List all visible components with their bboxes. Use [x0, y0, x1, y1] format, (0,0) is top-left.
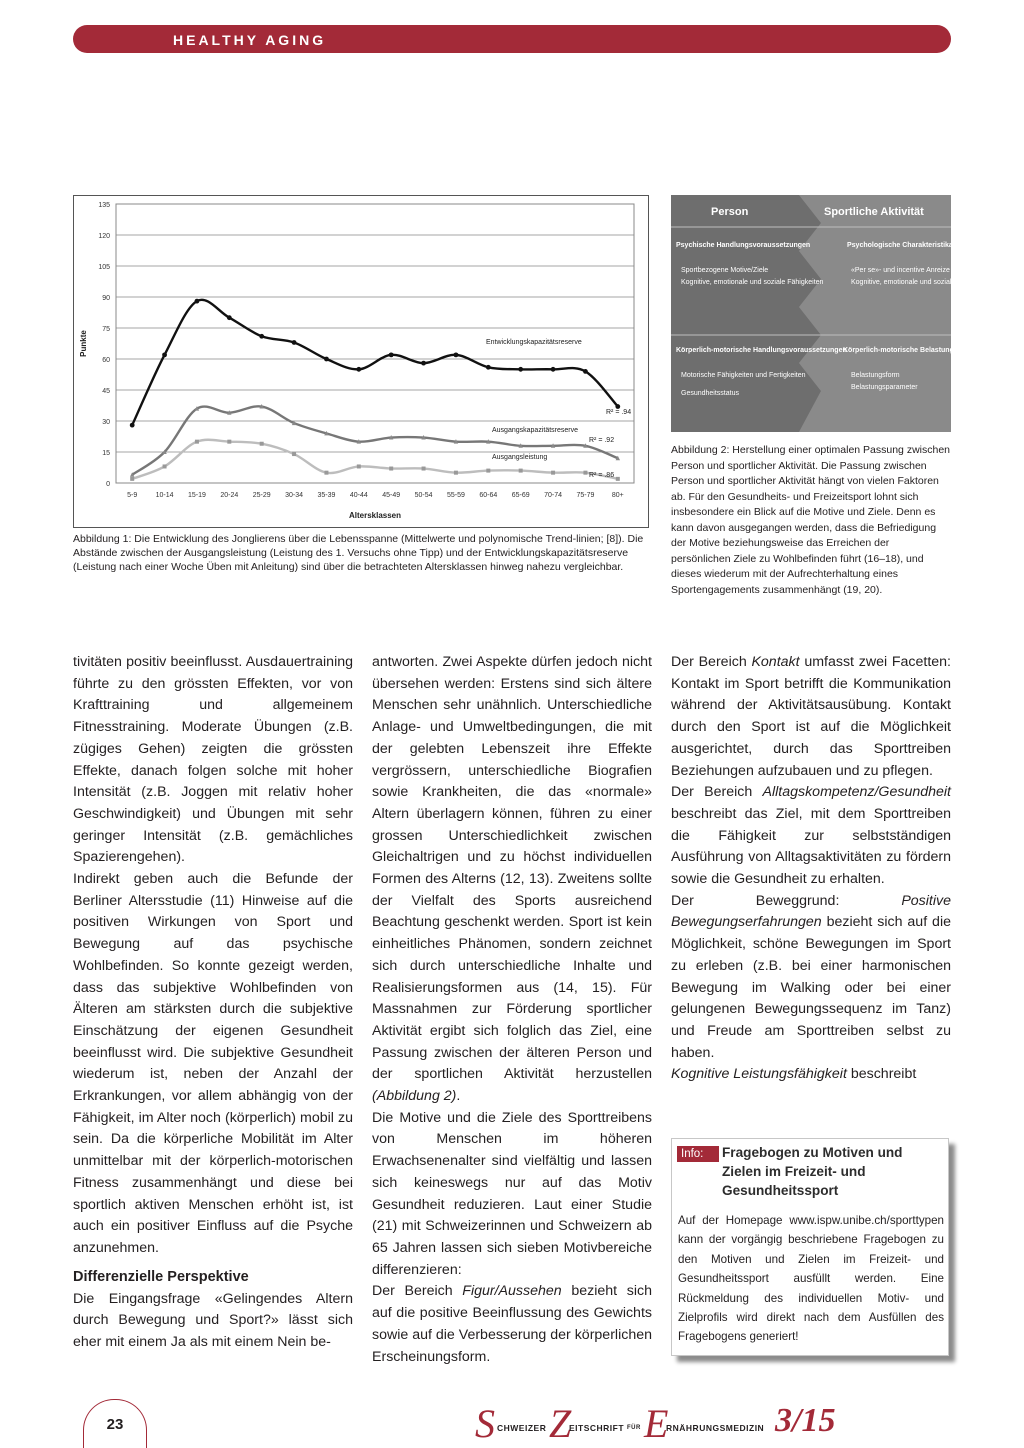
line-chart — [74, 196, 650, 529]
figure-1-chart — [73, 195, 649, 528]
series-label: Ausgangsleistung — [492, 454, 548, 461]
left-top-item: Sportbezogene Motive/Ziele — [681, 267, 769, 274]
left-title: Person — [711, 206, 749, 218]
info-tag: Info: — [677, 1146, 719, 1162]
paragraph: Die Motive und die Ziele des Sporttreibens von Menschen im höheren Erwachsenenalter sind vielfältig und lassen sich keineswegs nur auf das Motiv Gesundheit reduzieren. Laut einer Studie (21) mit Schweizerinnen und Schweizern ab 65 Jahren lassen sich sieben Motivbereiche differenzieren: — [372, 1109, 652, 1278]
activity-panel — [799, 195, 951, 432]
paragraph: tivitäten positiv beeinflusst. Ausdauertraining führte zu den grössten Effekten, vor von Krafttraining und allgemeinem Fitnesstraining. Moderate Übungen (z.B. zügiges Gehen) zeigten die grössten Effekte, danach folgen solche mit hoher Intensität (z.B. Joggen mit relativ hoher Geschwindigkeit) und Übungen mit sehr geringer Intensität (z.B. gemächliches Spazierengehen). — [73, 654, 353, 866]
x-tick-label: 15-19 — [187, 492, 206, 499]
right-title: Sportliche Aktivität — [824, 206, 924, 218]
journal-word: RNÄHRUNGSMEDIZIN — [666, 1423, 765, 1433]
journal-letter-e: E — [644, 1401, 669, 1446]
text-column-1 — [73, 652, 353, 1354]
r-squared-label: R² = .92 — [589, 437, 615, 444]
data-point — [583, 471, 587, 475]
paragraph: Kognitive Leistungsfähigkeit beschreibt — [671, 1066, 917, 1083]
header-title: HEALTHY AGING — [173, 32, 327, 48]
right-top-item: Kognitive, emotionale und soziale Anforderungen — [851, 279, 1004, 286]
data-point — [422, 467, 426, 471]
left-bottom-item: Gesundheitsstatus — [681, 390, 739, 397]
r-squared-label: R² = .94 — [606, 409, 632, 416]
x-tick-label: 75-79 — [576, 492, 595, 499]
data-point — [130, 423, 135, 428]
y-tick-label: 75 — [102, 326, 110, 333]
data-point — [454, 471, 458, 475]
figure-2-diagram — [671, 195, 1004, 432]
data-point — [389, 352, 394, 357]
data-point — [486, 469, 490, 473]
x-tick-label: 60-64 — [479, 492, 498, 499]
journal-title — [475, 1400, 955, 1446]
data-point — [292, 340, 297, 345]
left-bottom-item: Motorische Fähigkeiten und Fertigkeiten — [681, 372, 806, 379]
left-top-item: Kognitive, emotionale und soziale Fähigkeiten — [681, 279, 824, 286]
y-tick-label: 30 — [102, 419, 110, 426]
data-point — [389, 467, 393, 471]
paragraph: Indirekt geben auch die Befunde der Berliner Altersstudie (11) Hinweise auf die positiven Wirkungen von Sport und Bewegung auf das psychische Wohlbefinden. So konnte gezeigt werden, dass das subjektive Wohlbefinden von Älteren am stärksten durch die subjektive Einschätzung der eigenen Gesundheit beeinflusst wird. Die subjektive Gesundheit wiederum ist, neben der Anzahl der Erkrankungen, vor allem abhängig von der Fähigkeit, im Alter noch (körperlich) mobil zu sein. Da die körperliche Mobilität im Alter unmittelbar mit der körperlich-motorischen Fitness zusammenhängt und diese bei sportlich aktiven Menschen erhöht ist, ist auch ein positiver Einfluss auf die Psyche anzunehmen. — [73, 871, 353, 1256]
info-text: Auf der Homepage www.ispw.unibe.ch/sporttypen kann der vorgängig beschriebene Fragebogen zu den Motiven und Zielen im Freizeit- und Gesundheitssport ausfüllt werden. Eine Rückmeldung des individuellen Motiv- und Zielprofils wird direkt nach dem Ausfüllen des Fragebogens generiert! — [678, 1214, 944, 1344]
x-tick-label: 25-29 — [252, 492, 271, 499]
data-point — [130, 477, 134, 481]
data-point — [195, 440, 199, 444]
data-point — [324, 357, 329, 362]
x-tick-label: 45-49 — [382, 492, 401, 499]
x-tick-label: 20-24 — [220, 492, 239, 499]
journal-letter-z: Z — [549, 1401, 572, 1446]
x-tick-label: 65-69 — [511, 492, 530, 499]
journal-letter-s: S — [475, 1401, 495, 1446]
y-tick-label: 0 — [106, 481, 110, 488]
right-bottom-item: Belastungsform — [851, 372, 900, 379]
right-bottom-item: Belastungsparameter — [851, 384, 918, 391]
data-point — [356, 367, 361, 372]
x-axis-label: Altersklassen — [348, 511, 402, 520]
x-tick-label: 50-54 — [414, 492, 433, 499]
header-bar — [73, 25, 951, 53]
data-point — [260, 442, 264, 446]
issue-number: 3/15 — [775, 1402, 836, 1439]
x-tick-label: 70-74 — [544, 492, 563, 499]
y-axis-label: Punkte — [79, 330, 88, 357]
right-bottom-heading: Körperlich-motorische Belastung — [843, 347, 954, 354]
paragraph: Der Beweggrund: Positive Bewegungserfahrungen bezieht sich auf die Möglichkeit, schöne Bewegungen im Sport zu erleben (z.B. bei einer harmonischen Bewegung im Walking oder bei einer gelungenen Bewegungssequenz im Tanz) und Freude am Sporttreiben selbst zu haben. — [671, 892, 951, 1061]
data-point — [227, 440, 231, 444]
data-point — [324, 471, 328, 475]
y-tick-label: 135 — [98, 202, 110, 209]
right-top-heading: Psychologische Charakteristika — [847, 242, 953, 249]
y-tick-label: 15 — [102, 450, 110, 457]
data-point — [227, 315, 232, 320]
data-point — [616, 477, 620, 481]
y-tick-label: 120 — [98, 233, 110, 240]
section-heading: Differenzielle Perspektive — [73, 1268, 249, 1285]
y-tick-label: 45 — [102, 388, 110, 395]
series-label: Entwicklungskapazitätsreserve — [486, 339, 582, 346]
page-number-badge — [83, 1399, 147, 1448]
x-tick-label: 30-34 — [285, 492, 304, 499]
y-tick-label: 60 — [102, 357, 110, 364]
x-tick-label: 10-14 — [155, 492, 174, 499]
journal-word: EITSCHRIFT — [569, 1423, 625, 1433]
figure-1-caption: Abbildung 1: Die Entwicklung des Jonglierens über die Lebensspanne (Mittelwerte und polynomische Trend-linien; [8]). Die Abstände zwischen der Ausgangsleistung (Leistung des 1. Versuchs ohne Tipp) und der Entwicklungskapazitätsreserve (Leistung nach einer Woche Üben mit Anleitung) sind über die betrachteten Altersklassen hinweg nahezu vergleichbar. — [73, 533, 644, 573]
paragraph: Die Eingangsfrage «Gelingendes Altern durch Bewegung und Sport?» lässt sich eher mit einem Ja als mit einem Nein be- — [73, 1290, 353, 1351]
left-bottom-heading: Körperlich-motorische Handlungsvoraussetzungen — [676, 347, 847, 354]
data-point — [162, 352, 167, 357]
journal-word: FÜR — [627, 1425, 641, 1431]
data-point — [454, 352, 459, 357]
data-point — [519, 469, 523, 473]
y-tick-label: 90 — [102, 295, 110, 302]
text-column-3 — [671, 652, 951, 1086]
data-point — [259, 334, 264, 339]
data-point — [486, 365, 491, 370]
data-point — [518, 367, 523, 372]
x-tick-label: 40-44 — [349, 492, 368, 499]
person-activity-diagram — [671, 195, 1004, 432]
data-point — [551, 367, 556, 372]
text-column-2 — [372, 652, 652, 1368]
paragraph: antworten. Zwei Aspekte dürfen jedoch nicht übersehen werden: Erstens sind sich ältere Menschen sehr unähnlich. Unterschiedliche Anlage- und Umweltbedingungen, die mit der gelebten Lebenszeit ihre Effekte vergrössern, unterschiedliche Biografien sowie Krankheiten, die das «normale» Altern überlagern können, führen zu einer grossen Unterschiedlichkeit zwischen Gleichaltrigen und zu höchst individuellen Formen des Alterns (12, 13). Zweitens sollte der Vielfalt des Sports ausreichend Beachtung geschenkt werden. Sport ist kein einheitliches Phänomen, sondern zeichnet sich durch unterschiedliche Inhalte und Realisierungsformen aus (14, 15). Für Massnahmen zur Förderung sportlicher Aktivität ergibt sich folglich das Ziel, eine Passung zwischen der älteren Person und der sportlichen Aktivität herzustellen (Abbildung 2). — [372, 654, 652, 1105]
data-point — [292, 452, 296, 456]
right-top-item: «Per se»- und incentive Anreize — [851, 267, 950, 274]
left-top-heading: Psychische Handlungsvoraussetzungen — [676, 242, 811, 249]
data-point — [163, 464, 167, 468]
series-label: Ausgangskapazitätsreserve — [492, 427, 578, 434]
x-tick-label: 35-39 — [317, 492, 336, 499]
paragraph: Der Bereich Figur/Aussehen bezieht sich auf die positive Beeinflussung des Gewichts sowie auf die Verbesserung der körperlichen Erscheinungsform. — [372, 1283, 652, 1365]
info-title: Fragebogen zu Motiven und Zielen im Freizeit- und Gesundheitssport — [722, 1145, 903, 1198]
info-box — [671, 1138, 949, 1356]
paragraph: Der Bereich Kontakt umfasst zwei Facetten: Kontakt im Sport betrifft die Kommunikation während der Aktivitätsausübung. Kontakt durch den Sport ist auf die Möglichkeit ausgerichtet, durch das Sporttreiben Beziehungen aufzubauen und zu pflegen. — [671, 654, 951, 779]
r-squared-label: R² = .86 — [589, 472, 615, 479]
data-point — [583, 369, 588, 374]
journal-word: CHWEIZER — [497, 1423, 547, 1433]
data-point — [195, 299, 200, 304]
data-point — [357, 464, 361, 468]
paragraph: Der Bereich Alltagskompetenz/Gesundheit beschreibt das Ziel, mit dem Sporttreiben die Fähigkeit zur selbstständigen Ausführung von Alltagsaktivitäten zu fördern sowie die Gesundheit zu erhalten. — [671, 784, 951, 888]
x-tick-label: 5-9 — [127, 492, 138, 499]
y-tick-label: 105 — [98, 264, 110, 271]
data-point — [421, 361, 426, 366]
x-tick-label: 55-59 — [446, 492, 465, 499]
figure-2-caption: Abbildung 2: Herstellung einer optimalen Passung zwischen Person und sportlicher Aktivität. Die Passung zwischen Person und sportlicher Aktivität hängt von vielen Faktoren ab. Für den Gesundheits- und Freizeitsport lohnt sich insbesondere ein Blick auf die Motive und Ziele. Denn es kann davon ausgegangen werden, dass die Befriedigung der Motive beziehungsweise das Erreichen der persönlichen Ziele zu Wohlbefinden führt (16–18), und dieses wiederum mit der Aufrechterhaltung eines Sportengagements zusammenhängt (19, 20). — [671, 444, 950, 596]
data-point — [551, 471, 555, 475]
page-number: 23 — [106, 1416, 124, 1433]
x-tick-label: 80+ — [611, 492, 624, 499]
